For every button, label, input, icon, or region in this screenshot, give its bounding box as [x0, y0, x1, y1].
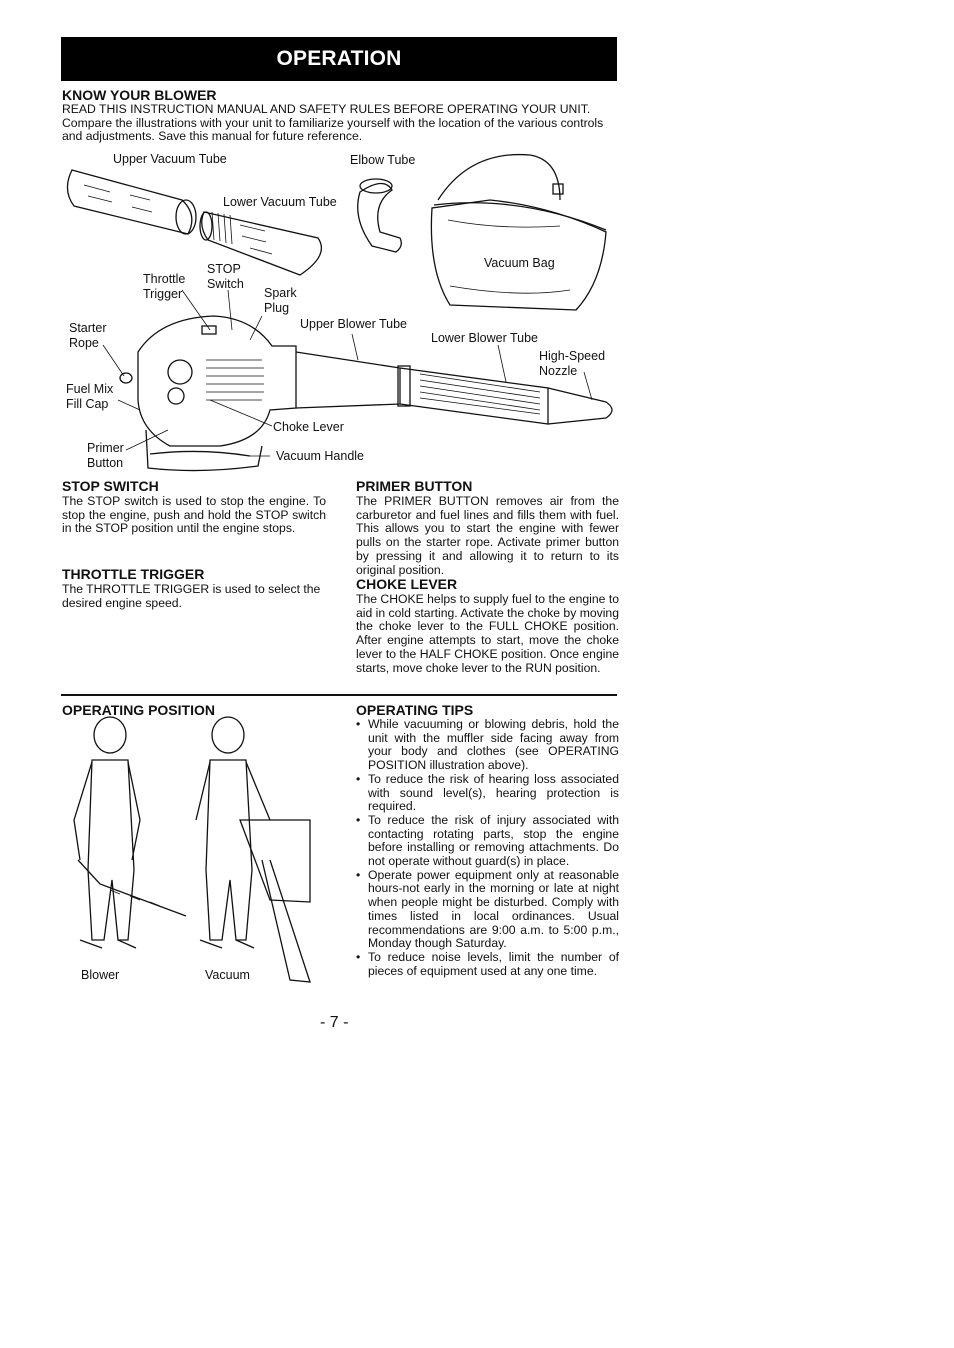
vacuum-bag-drawing [431, 155, 606, 310]
label-throttle-trigger: Throttle Trigger [143, 272, 186, 301]
list-item: • While vacuuming or blowing debris, hold the unit with the muffler side facing away from your body and clothes (see OPERATING POSITION illustration above). [356, 718, 619, 773]
page-title: OPERATION [61, 37, 617, 81]
label-blower: Blower [81, 968, 120, 982]
label-choke-lever: Choke Lever [273, 420, 344, 434]
primer-button-heading: PRIMER BUTTON [356, 478, 473, 494]
label-vacuum-handle: Vacuum Handle [276, 449, 365, 463]
stop-switch-text: The STOP switch is used to stop the engine. To stop the engine, push and hold the STOP switch in the STOP position until the engine stops. [62, 494, 326, 536]
label-stop-switch: STOP Switch [207, 262, 244, 291]
vacuum-operator-figure [196, 717, 310, 982]
operating-position-heading: OPERATING POSITION [62, 702, 215, 718]
throttle-trigger-heading: THROTTLE TRIGGER [62, 566, 205, 582]
leader-lines [103, 290, 592, 456]
operating-tips-heading: OPERATING TIPS [356, 702, 474, 718]
upper-vacuum-tube-drawing [67, 170, 196, 234]
list-item: • Operate power equipment only at reasonable hours-not early in the morning or late at night when people might be disturbed. Comply with times listed in local ordinances. Usual recommendations are 9:00 a.m. to 5:00 p.m., Monday though Saturday. [356, 869, 619, 951]
blower-operator-figure [74, 717, 186, 948]
label-primer-button: Primer Button [87, 441, 124, 470]
label-elbow-tube: Elbow Tube [350, 153, 416, 167]
operating-tips-list [356, 718, 619, 978]
label-lower-blower-tube: Lower Blower Tube [431, 331, 539, 345]
label-vacuum-bag: Vacuum Bag [484, 256, 555, 270]
list-item: • To reduce the risk of injury associated with contacting rotating parts, stop the engine before installing or removing attachments. Do not operate without guard(s) in place. [356, 814, 619, 869]
label-upper-blower-tube: Upper Blower Tube [300, 317, 408, 331]
label-vacuum: Vacuum [205, 968, 250, 982]
primer-button-text: The PRIMER BUTTON removes air from the carburetor and fuel lines and fills them with fuel. This allows you to start the engine with fewer pulls on the starter rope. Activate primer button by pressing it and allowing it to return to its original position. [356, 494, 619, 577]
label-lower-vacuum-tube: Lower Vacuum Tube [223, 195, 337, 209]
label-spark-plug: Spark Plug [264, 286, 297, 315]
list-item: • To reduce the risk of hearing loss associated with sound level(s), hearing protection is required. [356, 773, 619, 814]
page-number: - 7 - [320, 1014, 349, 1031]
know-heading: KNOW YOUR BLOWER [62, 87, 217, 103]
choke-lever-heading: CHOKE LEVER [356, 576, 458, 592]
choke-lever-text: The CHOKE helps to supply fuel to the engine to aid in cold starting. Activate the choke by moving the choke lever to the FULL CHOKE position. After engine attempts to start, move the choke lever to the HALF CHOKE position. Once engine starts, move choke lever to the RUN position. [356, 592, 619, 675]
know-text: READ THIS INSTRUCTION MANUAL AND SAFETY RULES BEFORE OPERATING YOUR UNIT. Compare the illustrations with your unit to familiarize yourself with the location of the various controls and adjustments. Save this manual for future reference. [62, 102, 604, 144]
stop-switch-heading: STOP SWITCH [62, 478, 159, 494]
section-divider [61, 694, 617, 696]
list-item: • To reduce noise levels, limit the number of pieces of equipment used at any one time. [356, 951, 619, 978]
throttle-trigger-text: The THROTTLE TRIGGER is used to select the desired engine speed. [62, 582, 321, 610]
label-starter-rope: Starter Rope [69, 321, 107, 350]
label-high-speed-nozzle: High-Speed Nozzle [539, 349, 606, 378]
label-fuel-mix-fill-cap: Fuel Mix Fill Cap [66, 382, 114, 411]
elbow-tube-drawing [358, 179, 402, 252]
engine-unit-drawing [120, 316, 296, 471]
label-upper-vacuum-tube: Upper Vacuum Tube [113, 152, 227, 166]
